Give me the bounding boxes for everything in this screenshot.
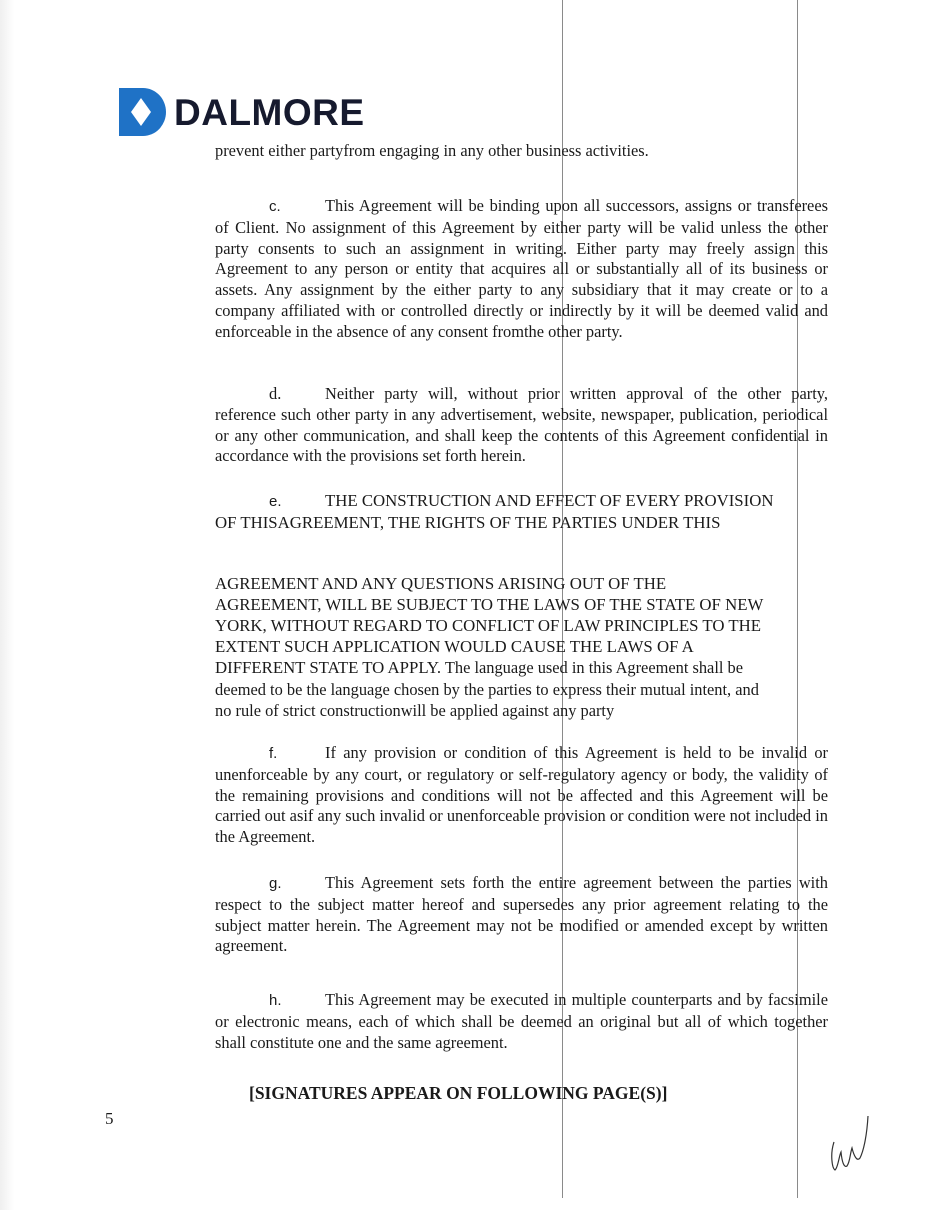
section-text: This Agreement sets forth the entire agreement between the parties with respect to the subject matter hereof and supersedes any prior agreement relating to the subject matter herein. The Agreement may not be modified or amended except by written agreement. — [215, 873, 828, 956]
scan-edge-shade — [0, 0, 14, 1210]
section-marker: d. — [269, 384, 282, 403]
initials-signature-icon — [824, 1112, 874, 1174]
section-e-text-start: The language used in this Agreement shall be — [441, 658, 744, 677]
signature-note: [SIGNATURES APPEAR ON FOLLOWING PAGE(S)] — [249, 1083, 668, 1103]
section-e-line-2: OF THISAGREEMENT, THE RIGHTS OF THE PARTIES UNDER THIS — [215, 513, 721, 532]
page-number: 5 — [105, 1109, 114, 1128]
opening-line: prevent either partyfrom engaging in any other business activities. — [215, 141, 649, 160]
section-e-tail-line: deemed to be the language chosen by the parties to express their mutual intent, and — [215, 680, 759, 699]
section-e-continuation — [215, 573, 828, 678]
section-e-caps-end: DIFFERENT STATE TO APPLY. — [215, 658, 442, 677]
section-e-cont-line: AGREEMENT, WILL BE SUBJECT TO THE LAWS OF THE STATE OF NEW — [215, 595, 764, 614]
section-e-header — [215, 490, 828, 533]
section-h — [215, 990, 828, 1053]
section-text: This Agreement will be binding upon all successors, assigns or transferees of Client. No assignment of this Agreement by either party will be valid unless the other party consents to such an assignment in writing. Either party may freely assign this Agreement to any person or entity that acquires all or substantially all of its business or assets. Any assignment by the either party to any subsidiary that it may create or to a company affiliated with or controlled directly or indirectly by it will be deemed valid and enforceable in the absence of any consent fromthe other party. — [215, 196, 828, 341]
section-e-cont-line: AGREEMENT AND ANY QUESTIONS ARISING OUT OF THE — [215, 574, 667, 593]
section-marker: g. — [269, 875, 282, 892]
logo-text: DALMORE — [174, 91, 365, 133]
section-e-line-1: THE CONSTRUCTION AND EFFECT OF EVERY PROVISION — [325, 491, 774, 510]
section-d — [215, 384, 828, 467]
section-f — [215, 743, 828, 848]
company-logo — [119, 88, 365, 136]
section-c — [215, 196, 828, 343]
section-e-cont-line: EXTENT SUCH APPLICATION WOULD CAUSE THE LAWS OF A — [215, 637, 694, 656]
section-e-tail — [215, 680, 828, 722]
section-marker: c. — [269, 198, 281, 215]
section-e-tail-line: no rule of strict constructionwill be applied against any party — [215, 700, 615, 720]
handwritten-initials — [824, 1112, 874, 1179]
section-marker: e. — [269, 493, 282, 510]
section-text: This Agreement may be executed in multiple counterparts and by facsimile or electronic means, each of which shall be deemed an original but all of which together shall constitute one and the same agreement. — [215, 990, 828, 1052]
section-text: Neither party will, without prior written approval of the other party, reference such other party in any advertisement, website, newspaper, publication, periodical or any other communication, and shall keep the contents of this Agreement confidential in accordance with the provisions set forth herein. — [215, 384, 828, 466]
diamond-d-logo-icon — [119, 88, 166, 136]
section-e-cont-line-last — [215, 657, 828, 678]
section-e-cont-line: YORK, WITHOUT REGARD TO CONFLICT OF LAW PRINCIPLES TO THE — [215, 616, 761, 635]
section-marker: h. — [269, 992, 282, 1009]
section-g — [215, 873, 828, 957]
section-marker: f. — [269, 745, 278, 762]
section-text: If any provision or condition of this Agreement is held to be invalid or unenforceable by any court, or regulatory or self-regulatory agency or body, the validity of the remaining provisions and conditions will not be affected and this Agreement will be carried out asif any such invalid or unenforceable provision or condition were not included in the Agreement. — [215, 743, 828, 847]
